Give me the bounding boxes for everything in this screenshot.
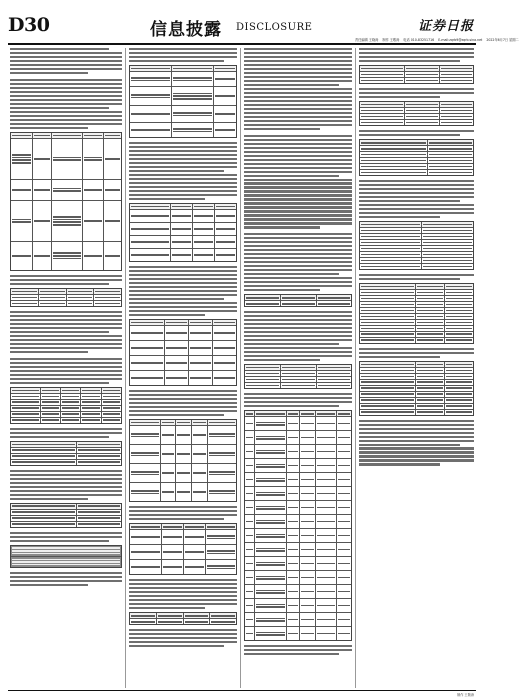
section-title-english: DISCLOSURE (236, 22, 313, 33)
footer-rule (8, 690, 476, 691)
column-separator (125, 48, 126, 688)
footer-note: 制作 王敬涛 (457, 693, 474, 697)
disclosure-table-large (244, 410, 352, 641)
meta-email: E-mail:zqrb9@zqrb.sina.net (438, 38, 483, 42)
column-separator (240, 48, 241, 688)
masthead-rule (8, 43, 476, 45)
disclosure-table (129, 523, 237, 575)
disclosure-table (359, 101, 474, 126)
masthead-meta (355, 37, 522, 42)
disclosure-table (244, 294, 352, 307)
meta-date: 2022年6月7日 星期二 (486, 38, 519, 42)
disclosure-table (244, 364, 352, 389)
newspaper-logo: 证券日报 (418, 19, 475, 34)
meta-editor: 责任编辑 王晓涛 (355, 38, 379, 42)
column-1 (10, 48, 122, 688)
meta-phone: 电话 010-83251716 (403, 38, 435, 42)
disclosure-table (359, 283, 474, 344)
disclosure-table (129, 203, 237, 262)
disclosure-table (129, 65, 237, 138)
page-number: D30 (8, 14, 50, 36)
section-title: 信息披露 (150, 20, 222, 40)
disclosure-table (10, 387, 122, 424)
disclosure-table (10, 441, 122, 466)
disclosure-table (10, 132, 122, 271)
disclosure-table (129, 319, 237, 386)
disclosure-table (359, 139, 474, 176)
disclosure-table (10, 503, 122, 528)
disclosure-table (359, 361, 474, 416)
disclosure-table (359, 65, 474, 84)
column-4 (359, 48, 474, 688)
column-3 (244, 48, 352, 688)
disclosure-table (129, 419, 237, 502)
masthead (0, 0, 519, 44)
column-2 (129, 48, 237, 688)
column-separator (355, 48, 356, 688)
disclosure-table (10, 288, 122, 307)
disclosure-table-shaded (10, 545, 122, 568)
disclosure-table (359, 221, 474, 270)
disclosure-table (129, 612, 237, 625)
meta-producer: 制作 王敬涛 (382, 38, 400, 42)
